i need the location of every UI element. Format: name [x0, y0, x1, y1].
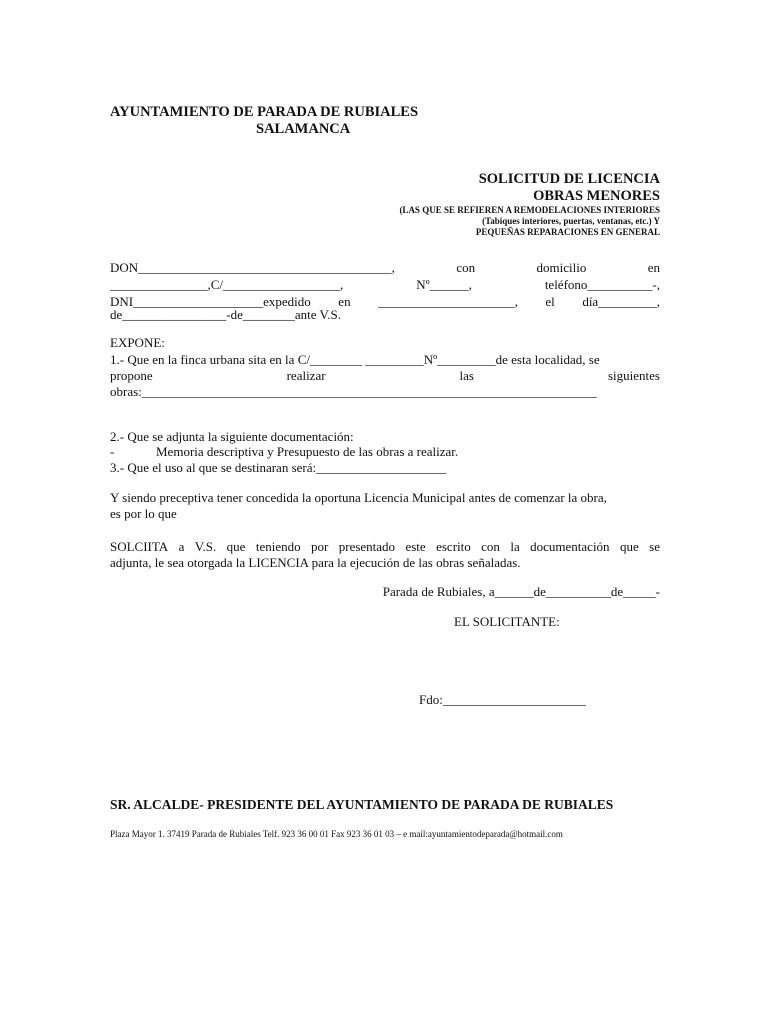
addressee: SR. ALCALDE- PRESIDENTE DEL AYUNTAMIENTO DE PARADA DE RUBIALES [110, 797, 614, 812]
text-segment: con [456, 260, 476, 275]
signature-field[interactable]: Fdo:______________________ [419, 692, 586, 707]
applicant-line-2 [110, 276, 660, 294]
place-date-field[interactable]: Parada de Rubiales, a______de__________de_____- [382, 584, 660, 599]
text-segment: se [649, 539, 660, 554]
text-segment: en [647, 260, 660, 275]
text-segment: que [226, 539, 246, 554]
text-segment: a [178, 539, 185, 554]
text-segment: propone [110, 368, 153, 383]
text-segment: documentación [530, 539, 610, 554]
province-name: SALAMANCA [256, 121, 351, 137]
paragraph-1-line-2: es por lo que [110, 506, 177, 521]
applicant-name-field[interactable]: DON_______________________________________, [110, 260, 395, 275]
applicant-issued-in-field[interactable]: _____________________, [378, 294, 518, 309]
text-segment: por [311, 539, 329, 554]
text-segment: que [619, 539, 639, 554]
form-title: SOLICITUD DE LICENCIA [478, 171, 660, 187]
applicant-phone-field[interactable]: teléfono__________-, [544, 277, 660, 292]
paragraph-2-line-2: adjunta, le sea otorgada la LICENCIA para la ejecución de las obras señaladas. [110, 555, 521, 570]
text-segment: teniendo [255, 539, 301, 554]
applicant-number-field[interactable]: Nº______, [416, 277, 472, 292]
text-segment: este [405, 539, 426, 554]
works-description-field[interactable]: obras:______________________________________________________________________ [110, 384, 597, 399]
text-segment: en [338, 294, 351, 309]
contact-info: Plaza Mayor 1. 37419 Parada de Rubiales Telf. 923 36 00 01 Fax 923 36 01 03 – e mail:ayuntamientodeparada@hotmail.com [110, 829, 563, 839]
bullet-dash: - [110, 444, 115, 459]
text-segment: domicilio [536, 260, 587, 275]
form-scope-line-1: (LAS QUE SE REFIEREN A REMODELACIONES INTERIORES [399, 205, 660, 215]
text-segment: realizar [286, 368, 326, 383]
form-scope-line-3: PEQUEÑAS REPARACIONES EN GENERAL [475, 227, 660, 237]
applicant-dni-field[interactable]: DNI____________________expedido [110, 294, 311, 309]
expone-item-1-line-1[interactable]: 1.- Que en la finca urbana sita en la C/________ _________Nº_________de esta localidad, se [110, 352, 600, 367]
form-scope-line-2: (Tabiques interiores, puertas, ventanas, etc.) Y [482, 216, 660, 226]
text-segment: presentado [338, 539, 396, 554]
form-subtitle: OBRAS MENORES [533, 188, 660, 204]
expone-item-2: 2.- Que se adjunta la siguiente documentación: [110, 429, 354, 444]
applicant-date-field[interactable]: de________________-de________ante V.S. [110, 307, 341, 322]
text-segment: escrito [436, 539, 471, 554]
solicitante-label: EL SOLICITANTE: [454, 614, 560, 629]
org-name: AYUNTAMIENTO DE PARADA DE RUBIALES [110, 104, 419, 120]
text-segment: el [545, 294, 555, 309]
applicant-line-1 [110, 259, 660, 277]
text-segment: siguientes [607, 368, 660, 383]
text-segment: la [510, 539, 520, 554]
text-segment: SOLCIITA [110, 539, 169, 554]
applicant-address-field[interactable]: _______________,C/__________________, [110, 277, 344, 292]
text-segment: V.S. [194, 539, 217, 554]
paragraph-1-line-1: Y siendo preceptiva tener concedida la oportuna Licencia Municipal antes de comenzar la obra, [110, 490, 607, 505]
expone-item-2-document: Memoria descriptiva y Presupuesto de las obras a realizar. [156, 444, 459, 459]
expone-item-3-use-field[interactable]: 3.- Que el uso al que se destinaran será:____________________ [110, 460, 447, 475]
text-segment: las [459, 368, 474, 383]
expone-heading: EXPONE: [110, 335, 165, 350]
text-segment: con [481, 539, 500, 554]
applicant-day-field[interactable]: día_________, [582, 294, 660, 309]
